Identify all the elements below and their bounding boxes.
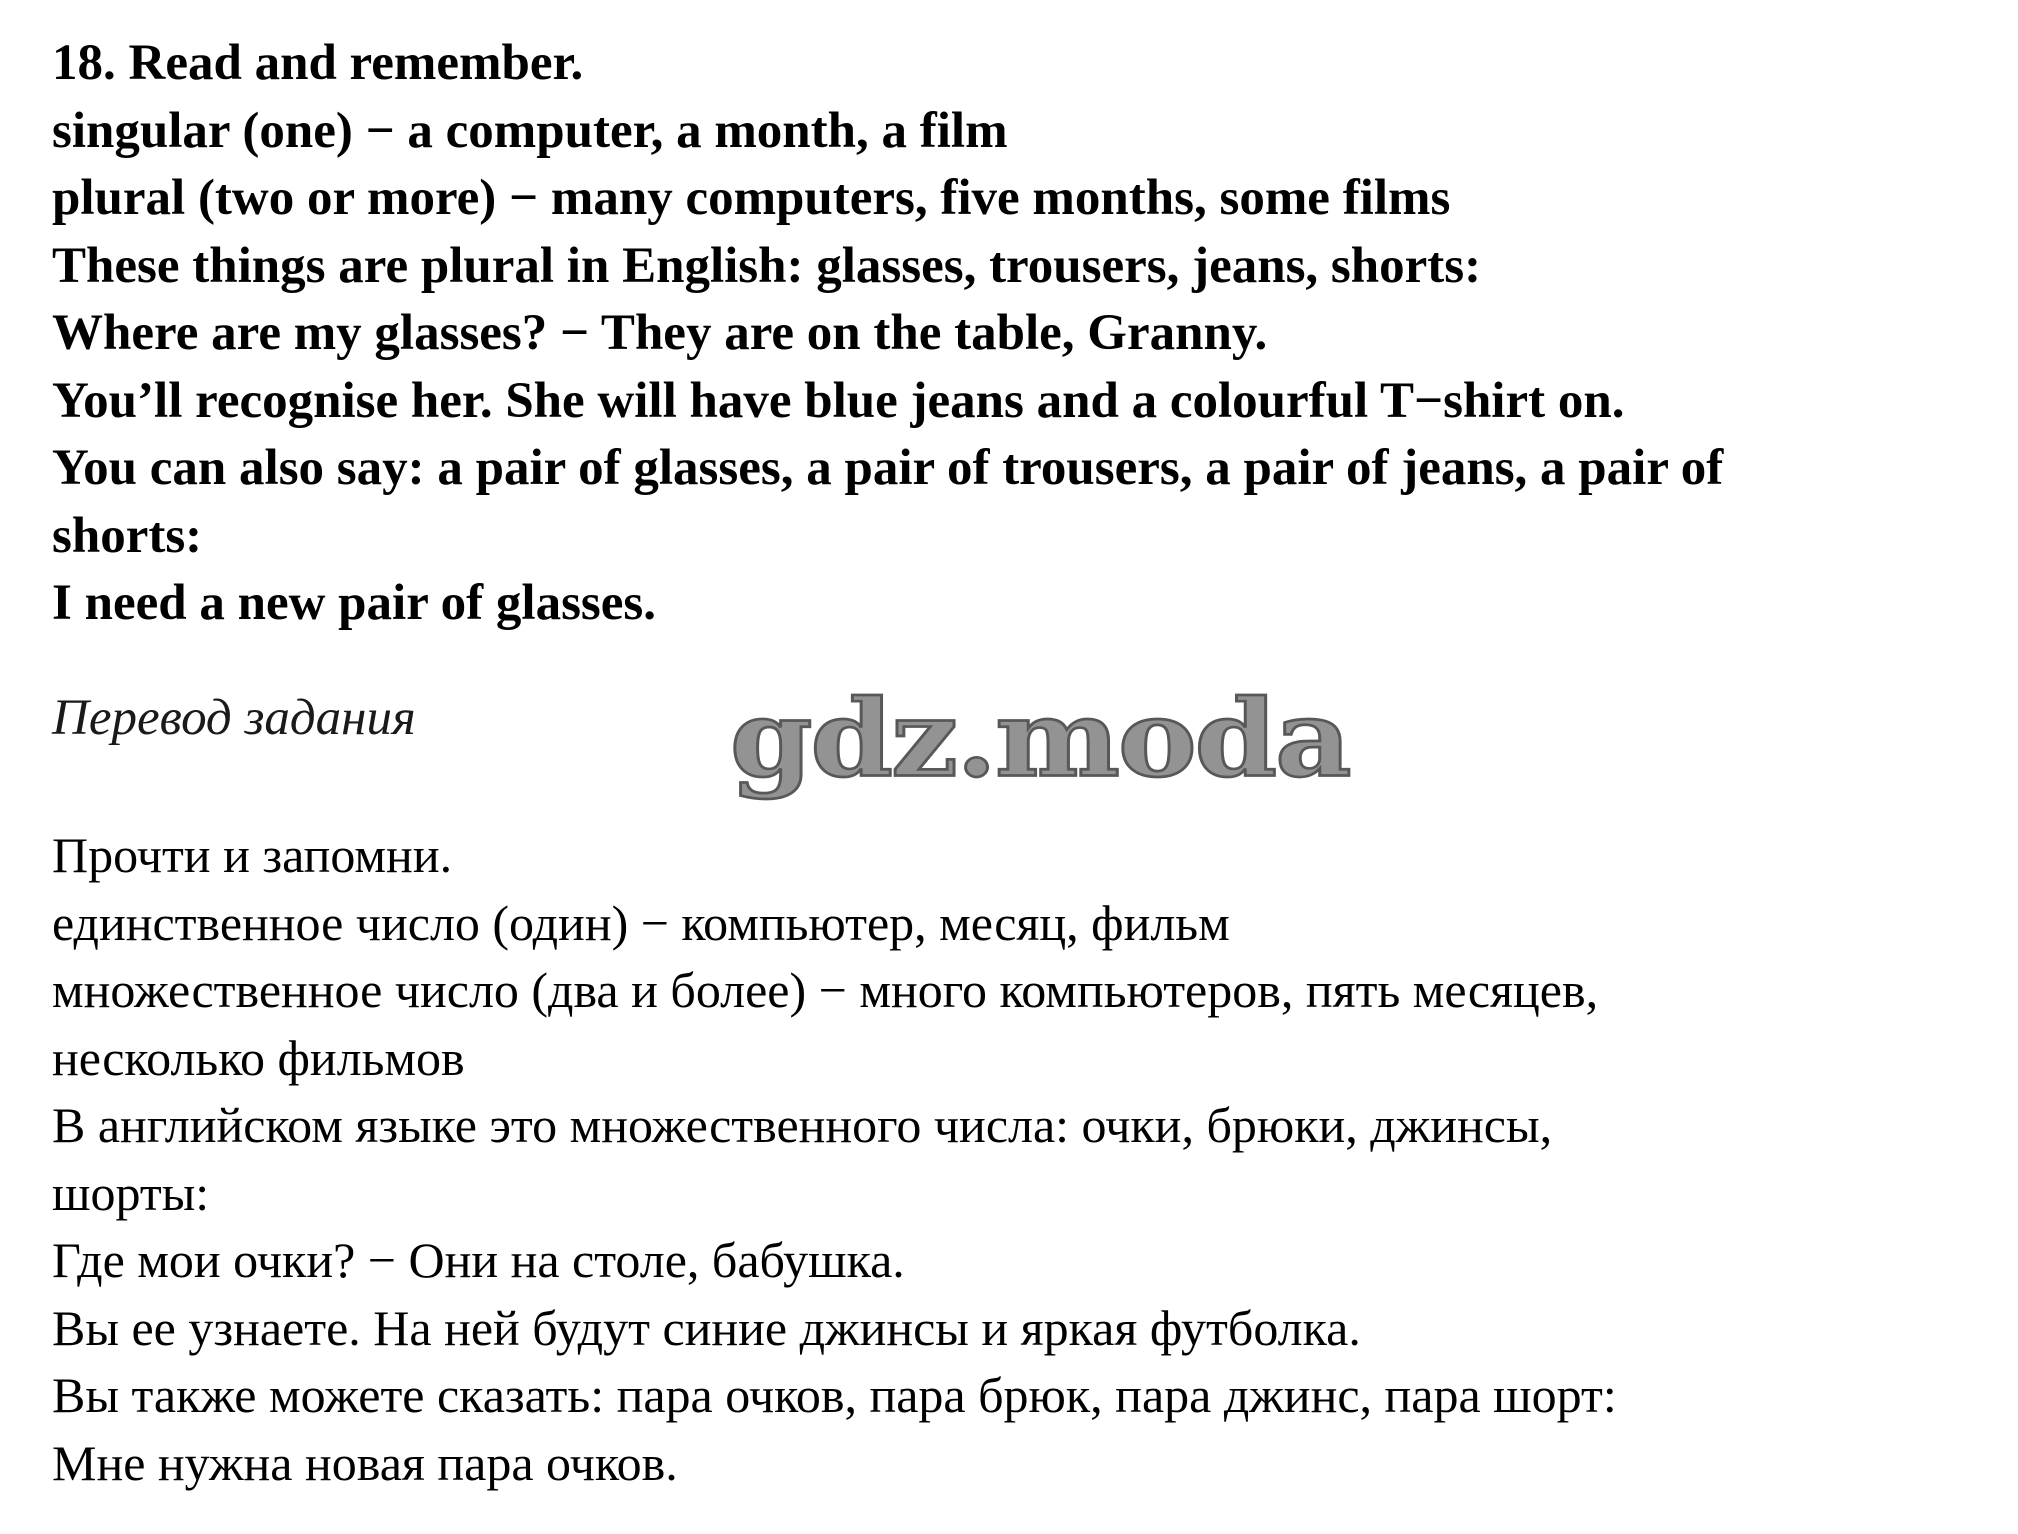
translation-line: единственное число (один) − компьютер, месяц, фильм [52, 894, 1230, 951]
exercise-line: These things are plural in English: glasses, trousers, jeans, shorts: [52, 237, 1482, 294]
exercise-line: I need a new pair of glasses. [52, 575, 657, 631]
translation-line: Где мои очки? − Они на столе, бабушка. [52, 1232, 905, 1288]
exercise-line: plural (two or more) − many computers, five months, some films [52, 170, 1451, 226]
exercise-heading: 18. Read and remember. [52, 35, 584, 91]
translation-line: Мне нужна новая пара очков. [52, 1434, 678, 1491]
translation-text [52, 822, 1617, 1497]
exercise-line: shorts: [52, 507, 203, 564]
translation-line: несколько фильмов [52, 1029, 465, 1086]
translation-line: Вы также можете сказать: пара очков, пара брюк, пара джинс, пара шорт: [52, 1367, 1617, 1423]
exercise-line: You’ll recognise her. She will have blue jeans and a colourful T−shirt on. [52, 372, 1625, 429]
translation-line: Вы ее узнаете. На ней будут синие джинсы и яркая футболка. [52, 1299, 1361, 1356]
exercise-line: singular (one) − a computer, a month, a film [52, 102, 1008, 159]
watermark-logo: gdz.moda [730, 675, 1350, 801]
translation-line: В английском языке это множественного числа: очки, брюки, джинсы, [52, 1097, 1553, 1153]
translation-line: шорты: [52, 1164, 210, 1221]
translation-line: Прочти и запомни. [52, 827, 453, 883]
exercise-line: Where are my glasses? − They are on the table, Granny. [52, 305, 1268, 361]
translation-line: множественное число (два и более) − много компьютеров, пять месяцев, [52, 962, 1599, 1018]
exercise-line: You can also say: a pair of glasses, a pair of trousers, a pair of jeans, a pair of [52, 440, 1724, 496]
translation-heading: Перевод задания [52, 690, 416, 746]
exercise-text [52, 30, 2002, 638]
